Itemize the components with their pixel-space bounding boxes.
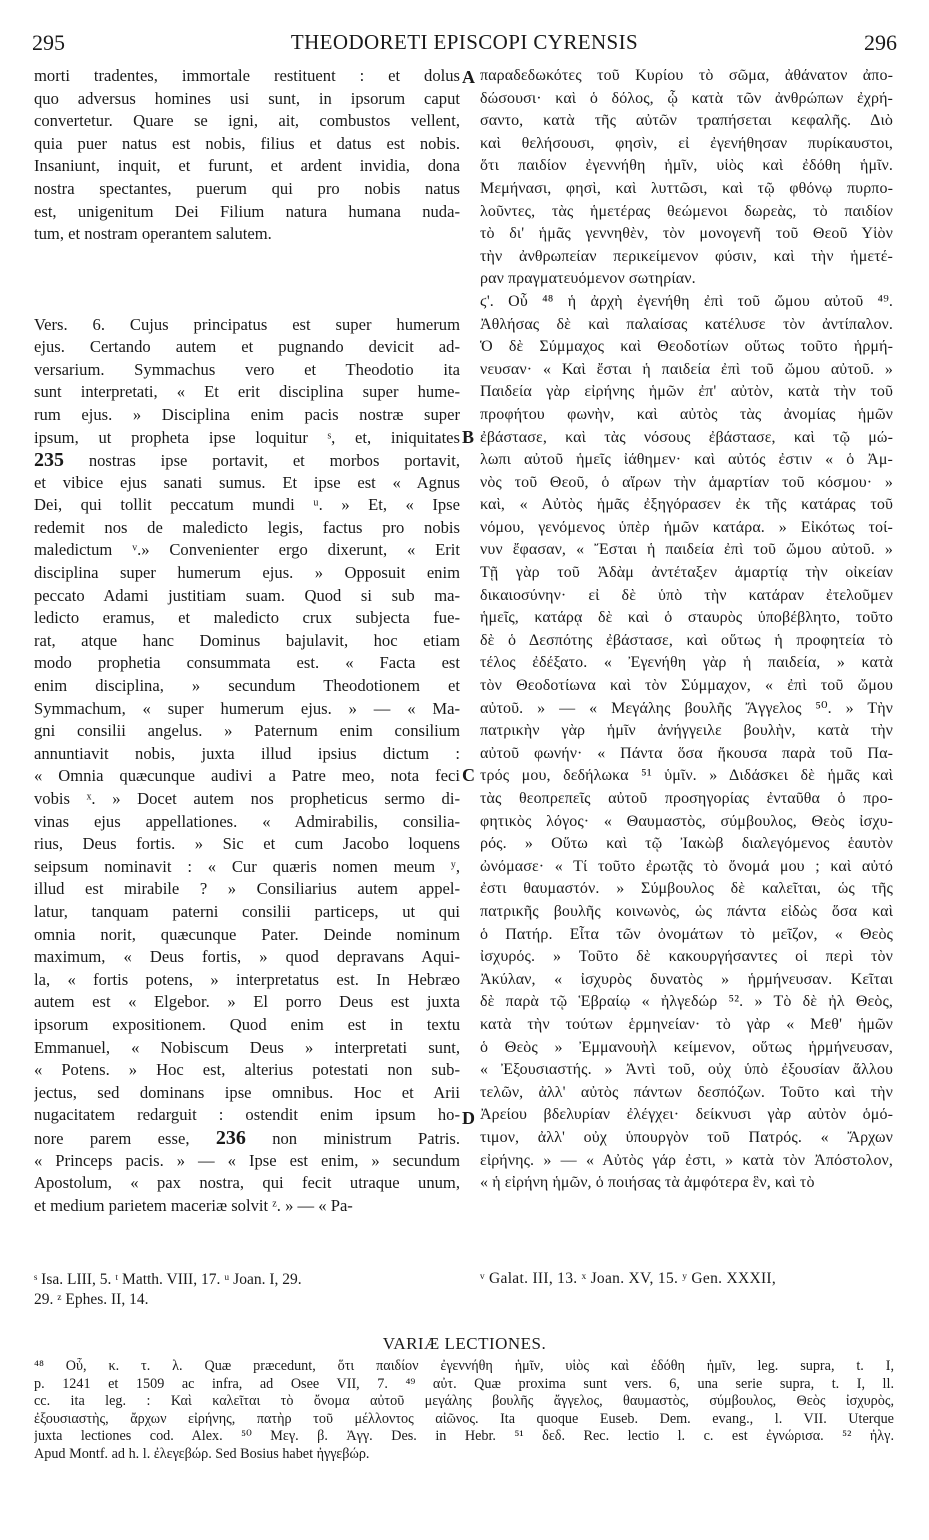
latin-text-line: convertetur. Quare se igni, ait, combustos vellent,	[34, 111, 460, 131]
latin-text-line: ejus. Certando autem et pugnando devicit ad-	[34, 337, 460, 357]
greek-text-line: « Ἐξουσιαστής. » Ἀντὶ τοῦ, οὐχ ὑπὸ ἐξουσίαν ἄλλου	[480, 1061, 893, 1079]
latin-text-line: Dei, qui tollit peccatum mundi ᵘ. » Et, « Ipse	[34, 495, 460, 515]
latin-text-line: modo prophetia consummata est. « Facta est	[34, 653, 460, 673]
greek-text-line: νευσαν· « Καὶ ἔσται ἡ παιδεία ἐπὶ τοῦ ὤμου αὐτοῦ. »	[480, 360, 893, 378]
greek-text-line: Παιδεία γὰρ εἰρήνης ἡμῶν ἐπ' αὐτὸν, κατὰ τὴν τοῦ	[480, 383, 893, 401]
latin-text-line: Vers. 6. Cujus principatus est super humerum	[34, 314, 460, 334]
latin-text-line: Insaniunt, inquit, et furunt, et ardent invidia, dona	[34, 156, 460, 176]
greek-text-line: τέλος ἐδέξατο. « Ἐγενήθη γὰρ ἡ παιδεία, » κατὰ	[480, 654, 893, 672]
latin-text-line: quia puer natus est nobis, filius et datus est nobis.	[34, 133, 460, 153]
latin-text-line: latur, tanquam paterni consilii particeps, ut qui	[34, 901, 460, 921]
greek-text-line: ϛ'. Οὗ ⁴⁸ ἡ ἀρχὴ ἐγενήθη ἐπὶ τοῦ ὤμου αὐτοῦ ⁴⁹.	[480, 292, 893, 310]
column-number: 235	[34, 449, 64, 472]
greek-text-line: τὴν ἀνθρωπείαν περικείμενον φύσιν, καὶ τὴν ἡμετέ-	[480, 247, 893, 265]
latin-text-line: maximum, « Deus fortis, » quod depravans Aqui-	[34, 947, 460, 967]
greek-text-line: ὅτι παιδίον ἐγεννήθη ἡμῖν, υἱὸς καὶ ἐδόθη ἡμῖν.	[480, 157, 893, 175]
greek-text-line: νόμου, γενόμενος ὑπὲρ ἡμῶν κατάρα. » Εἰκότως τοί-	[480, 518, 893, 536]
latin-text-line: « Princeps pacis. » — « Ipse est enim, » secundum	[34, 1150, 460, 1170]
greek-text-line: Ἀθλήσας δὲ καὶ παλαίσας κατέλυσε τὸν ἀντίπαλον.	[480, 315, 893, 333]
greek-text-line: δὲ ὁ Δεσπότης ἐβάστασε, καὶ οὕτως ἡ προφητεία τὸ	[480, 631, 893, 649]
greek-text-line: Ὁ δὲ Σύμμαχος καὶ Θεοδοτίων οὕτως τοῦτο ἡρμή-	[480, 338, 893, 356]
greek-text-line: ὁ Πατήρ. Εἶτα τῶν ὀνομάτων τὸ μεῖζον, « Θεὸς	[480, 925, 893, 943]
greek-text-line: Τῇ γὰρ τοῦ Ἀδὰμ ἀντέταξεν ἁμαρτίᾳ τὴν οἰκείαν	[480, 564, 893, 582]
greek-text-line: αὐτοῦ. » — « Μεγάλης βουλῆς Ἄγγελος ⁵⁰. » Τὴν	[480, 699, 893, 717]
greek-text-line: τιμον, ἀλλ' οὐχ ὑπουργὸν τοῦ Πατρός. « Ἄρχων	[480, 1128, 893, 1146]
greek-text-line: Ἀκύλαν, « ἰσχυρὸς δυνατὸς » ἡρμήνευσαν. Κεῖται	[480, 970, 893, 988]
greek-text-line: κατὰ τὴν τούτων ἑρμηνείαν· τὸ γὰρ « Μεθ' ἡμῶν	[480, 1015, 893, 1033]
greek-text-line: προφήτου φωνὴν, καὶ αὐτὸς τὰς ἀνομίας ἡμῶν	[480, 405, 893, 423]
latin-text-line: vinas ejus appellationes. « Admirabilis, consilia-	[34, 811, 460, 831]
latin-text-line: disciplina super humerum ejus. » Opposuit enim	[34, 563, 460, 583]
latin-text-line: maledictum ᵛ.» Convenienter ergo dixerunt, « Erit	[34, 540, 460, 560]
greek-text-line: ἰσχυρός. » Τοῦτο δὲ κακουργήσαντες οἱ περὶ τὸν	[480, 948, 893, 966]
footnotes-right	[480, 1270, 893, 1288]
latin-text-line: « Omnia quæcunque audivi a Patre meo, nota feci	[34, 766, 460, 786]
greek-text-line: ἐστι θαυμαστόν. » Σύμβουλος δὲ καλεῖται, ὡς τῆς	[480, 880, 893, 898]
latin-column	[34, 65, 460, 1217]
page-header	[0, 30, 929, 60]
greek-text-line: ἡμεῖς, κατάρᾳ δὲ καὶ ὁ σταυρὸς ὑποβέβλητο, τοῦτο	[480, 609, 893, 627]
greek-text-line: σαντο, κατὰ τῆς αὐτῶν τραπήσεται κεφαλῆς. Διὸ	[480, 112, 893, 130]
latin-text-line: la, « fortis potens, » interpretatus est. In Hebræo	[34, 969, 460, 989]
greek-text-line: δὲ παρὰ τῷ Ἑβραίῳ « ἠλγεδώρ ⁵². » Τὸ δὲ ἠλ Θεὸς,	[480, 993, 893, 1011]
greek-text-line: ραν πραγματευόμενον σωτηρίαν.	[480, 270, 696, 288]
latin-text-line: enim disciplina, » secundum Theodotionem et	[34, 676, 460, 696]
greek-text-line: δώσουσι· καὶ ὁ δόλος, ᾧ κατὰ τῶν ἀνθρώπων ἐχρή-	[480, 89, 893, 107]
latin-text-line: ledicto eramus, et maledicto crux subjecta fue-	[34, 608, 460, 628]
latin-text-line: autem est « Elgebor. » El porro Deus est juxta	[34, 992, 460, 1012]
greek-text-line: νὸς τοῦ Θεοῦ, ὁ αἴρων τὴν ἁμαρτίαν τοῦ κόσμου· »	[480, 473, 893, 491]
latin-text-line: annuntiavit nobis, juxta illud ipsius dictum :	[34, 743, 460, 763]
latin-text-line: Emmanuel, « Nobiscum Deus » interpretati sunt,	[34, 1037, 460, 1057]
latin-text-line: Symmachum, « super humerum ejus. » — « Ma-	[34, 698, 460, 718]
latin-text-line: « Potens. » Hoc est, alterius potestati non sub-	[34, 1060, 460, 1080]
latin-text-line: est, unigenitum Dei Filium natura humana nuda-	[34, 201, 460, 221]
greek-text-line: τρός μου, δεδήλωκα ⁵¹ ὑμῖν. » Διδάσκει δὲ ἡμᾶς καὶ	[480, 767, 893, 785]
greek-text-line: νυν ἔφασαν, « Ἔσται ἡ παιδεία ἐπὶ τοῦ ὤμου αὐτοῦ. »	[480, 541, 893, 559]
variae-line: cc. ita leg. : Καὶ καλεῖται τὸ ὄνομα αὐτοῦ μεγάλης βουλῆς ἄγγελος, θαυμαστὸς, σύμβουλος, Θεὸς ἰσχυρὸς,	[34, 1393, 894, 1410]
latin-text-line	[34, 268, 460, 291]
latin-text-line: 235 nostras ipse portavit, et morbos portavit,	[34, 449, 460, 472]
latin-text-line: peccato Adami justitiam suam. Quod si sub ma-	[34, 585, 460, 605]
latin-text-line: vobis ˣ. » Docet autem nos propheticus sermo di-	[34, 789, 460, 808]
greek-text-line: ρός. » Οὕτω καὶ τῷ Ἰακὼβ διαλεγόμενος ἑαυτὸν	[480, 835, 893, 853]
latin-text-line: illud est mirabile ? » Consiliarius autem appel-	[34, 879, 460, 899]
greek-text-line: ὁ Θεὸς » Ἐμμανουὴλ κείμενον, οὕτως ἡρμήνευσαν,	[480, 1038, 893, 1056]
greek-text-line: καὶ, « Αὐτὸς ἡμᾶς ἐξηγόρασεν ἐκ τῆς κατάρας τοῦ	[480, 496, 893, 514]
margin-marker-a: A	[462, 67, 475, 87]
latin-text-line: sunt interpretati, « Et erit disciplina super hume-	[34, 382, 460, 402]
greek-text-line: λωπι αὐτοῦ ἡμεῖς ἰάθημεν· καὶ αὐτός ἐστιν « ὁ Ἀμ-	[480, 451, 893, 469]
latin-text-line: nostra spectantes, puerum qui pro nobis natus	[34, 178, 460, 198]
greek-text-line: καὶ θελήσουσι, φησὶν, εἰ ἐγενήθησαν πυρίκαυστοι,	[480, 134, 893, 152]
latin-text-line: versarium. Symmachus vero et Theodotio ita	[34, 359, 460, 379]
variae-lectiones	[34, 1358, 894, 1464]
footnote-line: 29. ᶻ Ephes. II, 14.	[34, 1291, 149, 1308]
margin-marker-c: C	[462, 765, 475, 785]
latin-text-line: rum ejus. » Disciplina enim pacis nostræ super	[34, 404, 460, 424]
greek-text-line: παραδεδωκότες τοῦ Κυρίου τὸ σῶμα, ἀθάνατον ἀπο-	[480, 67, 893, 84]
variae-line: ἐξουσιαστὴς, ἄρχων εἰρήνης, πατὴρ τοῦ μέλλοντος αἰῶνος. Ita quoque Euseb. Dem. evang., l. VII. Uterque	[34, 1410, 894, 1427]
greek-text-line: τελῶν, ἀλλ' αὐτὸς πάντων δεσπόζων. Τοῦτο καὶ τὴν	[480, 1083, 893, 1101]
column-number: 236	[215, 1126, 246, 1149]
variae-line: juxta lectiones cod. Alex. ⁵⁰ Μεγ. β. Ἀγγ. Des. in Hebr. ⁵¹ δεδ. Rec. lectio l. c. est ἐγνώρισα. ⁵² ἠλγ.	[34, 1428, 894, 1445]
latin-text-line: tum, et nostram operantem salutem.	[34, 224, 272, 244]
greek-text-line: πατρικὴν γὰρ ἡμῖν ἀνήγγειλε βουλὴν, κατὰ τὴν	[480, 722, 893, 740]
footnote-line: ˢ Isa. LIII, 5. ᵗ Matth. VIII, 17. ᵘ Joan. I, 29.	[34, 1271, 302, 1288]
greek-text-line: ὠνόμασε· « Τί τοῦτο ἐρωτᾷς τὸ ὄνομά μου ; καὶ αὐτό	[480, 857, 893, 875]
latin-text-line: et medium parietem maceriæ solvit ᶻ. » — « Pa-	[34, 1195, 353, 1215]
variae-line: Apud Montf. ad h. l. ἐλεγεβώρ. Sed Bosius habet ἠγγεβώρ.	[34, 1445, 370, 1462]
greek-text-line: τὸν Θεοδοτίωνα καὶ τὸν Σύμμαχον, « ἐπὶ τοῦ ὤμου	[480, 677, 893, 695]
latin-text-line: morti tradentes, immortale restituent : et dolus	[34, 66, 460, 85]
footnotes-left	[34, 1270, 460, 1310]
variae-lectiones-title: VARIÆ LECTIONES.	[382, 1334, 547, 1353]
latin-text-line: nugacitatem redarguit : ostendit enim ipsum ho-	[34, 1105, 460, 1125]
greek-text-line: εἰρήνης. » — « Αὐτὸς γάρ ἐστι, » κατὰ τὸν Ἀπόστολον,	[480, 1151, 893, 1169]
greek-text-line: πατρικῆς βουλῆς κοινωνὸς, ὡς πάντα εἰδὼς ὅσα καὶ	[480, 902, 893, 920]
latin-text-line: ipsum, ut propheta ipse loquitur ˢ, et, iniquitates	[34, 427, 460, 447]
margin-marker-d: D	[462, 1108, 475, 1128]
variae-line: ⁴⁸ Οὗ, κ. τ. λ. Quæ præcedunt, ὅτι παιδίον ἐγεννήθη ἡμῖν, υἱὸς καὶ ἐδόθη ἡμῖν, leg. supra, t. I,	[34, 1358, 894, 1374]
greek-text-line: λοῦντες, τὰς ἡμετέρας θεώμενοι δωρεὰς, τὸ παιδίον	[480, 202, 893, 220]
greek-text-line: ἐβάστασε, καὶ τὰς νόσους ἐβάστασε, καὶ τῷ μώ-	[480, 428, 893, 446]
latin-text-line: gni consilii angelus. » Paternum enim consilium	[34, 721, 460, 741]
margin-marker-b: B	[462, 427, 475, 447]
latin-text-line: seipsum nominavit : « Cur quæris nomen meum ʸ,	[34, 856, 460, 876]
greek-text-line: τὸ δι' ἡμᾶς γεννηθὲν, τὸν μονογενῆ τοῦ Θεοῦ Υἱὸν	[480, 225, 893, 243]
greek-text-line: Ἀρείου βδελυρίαν ἐλέγχει· δείκνυσι γὰρ αὐτὸν ὁμό-	[480, 1106, 893, 1124]
latin-text-line: rat, atque hanc Dominus bajulavit, hoc etiam	[34, 630, 460, 650]
greek-text-line: δικαιοσύνην· εἰ δὲ ὑπὸ τὴν κατάραν ἐτελοῦμεν	[480, 586, 893, 604]
latin-text-line: redemit nos de maledicto legis, factus pro nobis	[34, 517, 460, 537]
greek-text-line: αὐτοῦ φωνήν· « Πάντα ὅσα ἤκουσα παρὰ τοῦ Πα-	[480, 744, 893, 762]
latin-text-line: Apostolum, « pax nostra, qui fecit utraque unum,	[34, 1173, 460, 1193]
greek-text-line: Μεμήνασι, φησὶ, καὶ λυττῶσι, καὶ τῷ φθόνῳ πυρπο-	[480, 179, 893, 197]
variae-line: p. 1241 et 1509 ac infra, ad Osee VII, 7. ⁴⁹ αὐτ. Quæ proxima sunt vers. 6, una serie supra, t. I, ll.	[34, 1375, 894, 1392]
latin-text-line	[34, 291, 460, 314]
latin-text-line	[34, 246, 460, 269]
greek-text-line: φητικὸς λόγος· « Θαυμαστὸς, σύμβουλος, Θεὸς ἰσχυ-	[480, 812, 893, 830]
greek-text-line: « ἡ εἰρήνη ἡμῶν, ὁ ποιήσας τὰ ἀμφότερα ἓν, καὶ τὸ	[480, 1174, 815, 1192]
footnote-line: ᵛ Galat. III, 13. ˣ Joan. XV, 15. ʸ Gen. XXXII,	[480, 1270, 777, 1287]
latin-text-line: omnia norit, quæcunque Pater. Deinde nominum	[34, 924, 460, 944]
latin-text-line: jectus, sed dominans ipse omnibus. Hoc et Arii	[34, 1082, 460, 1102]
greek-text-line: τὰς θεοπρεπεῖς αὐτοῦ προσηγορίας ἐνταῦθα ὁ προ-	[480, 790, 893, 807]
latin-text-line: ipsorum expositionem. Quod enim est in textu	[34, 1014, 460, 1034]
page-number-left: 295	[32, 30, 65, 55]
latin-text-line: quo adversus homines usi sunt, in ipsorum caput	[34, 88, 460, 108]
latin-text-line: nore parem esse, 236 non ministrum Patris.	[34, 1126, 460, 1149]
page-number-right: 296	[864, 30, 897, 55]
greek-column	[480, 65, 893, 1195]
running-title: THEODORETI EPISCOPI CYRENSIS	[290, 30, 639, 54]
latin-text-line: rius, Deus fortis. » Sic et cum Jacobo loquens	[34, 834, 460, 854]
latin-text-line: et vibice ejus sanati sumus. Et ipse est « Agnus	[34, 472, 460, 492]
